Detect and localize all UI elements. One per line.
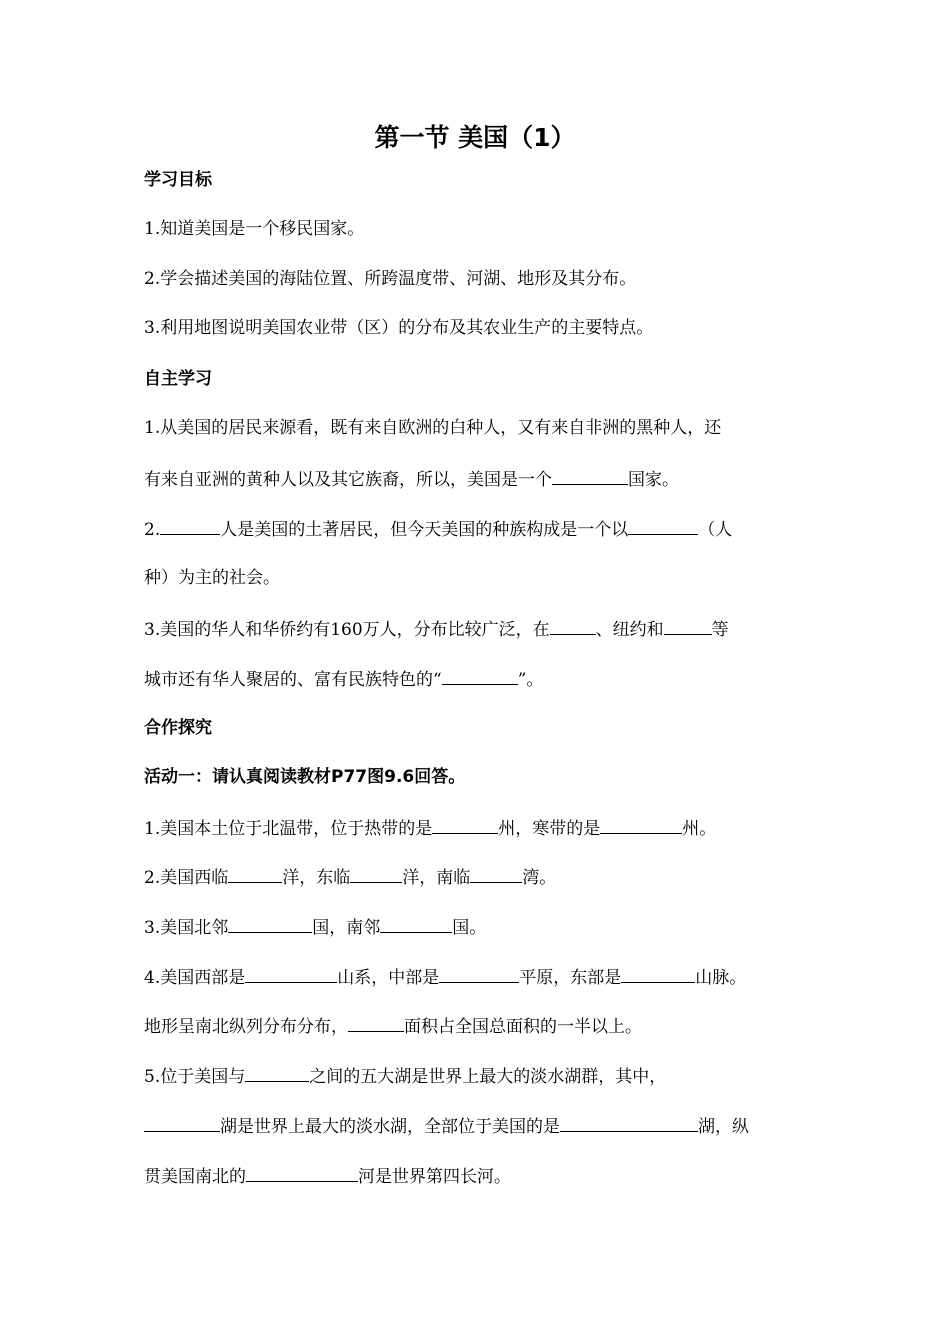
answer-blank[interactable]	[144, 1113, 220, 1132]
coop-q5-line2	[144, 1113, 808, 1139]
coop-q5-line1	[144, 1063, 808, 1089]
answer-blank[interactable]	[348, 1013, 404, 1032]
coop-q5-line3	[144, 1163, 808, 1189]
page-title: 第一节 美国（1）	[374, 123, 576, 152]
text: 1.美国本土位于北温带，位于热带的是	[144, 819, 433, 839]
text: 人是美国的土著居民，但今天美国的种族构成是一个以	[220, 520, 629, 540]
coop-q4-line1	[144, 964, 808, 990]
text: 面积占全国总面积的一半以上。	[404, 1017, 642, 1037]
text: 5.位于美国与	[144, 1067, 246, 1087]
text: 有来自亚洲的黄种人以及其它族裔，所以，美国是一个	[144, 470, 552, 490]
text: 国。	[452, 918, 487, 938]
heading-cooperative-inquiry: 合作探究	[144, 718, 212, 738]
text: 3.美国的华人和华侨约有160万人，分布比较广泛，在	[144, 620, 550, 640]
goal-item-2: 2.学会描述美国的海陆位置、所跨温度带、河湖、地形及其分布。	[144, 269, 637, 289]
answer-blank[interactable]	[439, 964, 519, 983]
text: 之间的五大湖是世界上最大的淡水湖群，其中，	[309, 1067, 667, 1087]
text: 州，寒带的是	[498, 819, 601, 839]
answer-blank[interactable]	[245, 964, 337, 983]
answer-blank[interactable]	[160, 516, 220, 535]
self-study-q2-line1	[144, 516, 808, 542]
text: 湖，纵	[698, 1117, 749, 1137]
heading-self-study: 自主学习	[144, 369, 212, 389]
coop-q3	[144, 914, 808, 940]
text: 国，南邻	[312, 918, 381, 938]
self-study-q1-line1: 1.从美国的居民来源看，既有来自欧洲的白种人，又有来自非洲的黑种人，还	[144, 418, 722, 438]
text: 贯美国南北的	[144, 1167, 246, 1187]
text: 山脉。	[695, 968, 747, 988]
answer-blank[interactable]	[228, 914, 312, 933]
text: 、纽约和	[595, 620, 664, 640]
answer-blank[interactable]	[664, 616, 712, 635]
answer-blank[interactable]	[560, 1113, 698, 1132]
self-study-q3-line2	[144, 666, 808, 692]
coop-q4-line2	[144, 1013, 808, 1039]
text: 湾。	[522, 868, 557, 888]
text: 河是世界第四长河。	[358, 1167, 511, 1187]
text: 州。	[682, 819, 717, 839]
answer-blank[interactable]	[350, 864, 402, 883]
answer-blank[interactable]	[621, 964, 695, 983]
goal-item-3: 3.利用地图说明美国农业带（区）的分布及其农业生产的主要特点。	[144, 318, 654, 338]
text: 平原，东部是	[519, 968, 622, 988]
answer-blank[interactable]	[552, 466, 628, 485]
activity-one-title: 活动一：请认真阅读教材P77图9.6回答。	[144, 767, 466, 787]
text: （人	[698, 520, 733, 540]
text: 2.	[144, 520, 161, 540]
text: 湖是世界上最大的淡水湖，全部位于美国的是	[220, 1117, 560, 1137]
text: 洋，南临	[402, 868, 471, 888]
text: 山系，中部是	[337, 968, 440, 988]
coop-q1	[144, 815, 808, 841]
answer-blank[interactable]	[628, 516, 698, 535]
text: 地形呈南北纵列分布分布，	[144, 1017, 348, 1037]
answer-blank[interactable]	[470, 864, 522, 883]
coop-q2	[144, 864, 808, 890]
text: 城市还有华人聚居的、富有民族特色的“	[144, 670, 442, 690]
answer-blank[interactable]	[432, 815, 498, 834]
text: 2.美国西临	[144, 868, 229, 888]
answer-blank[interactable]	[442, 666, 518, 685]
self-study-q3-line1	[144, 616, 808, 642]
answer-blank[interactable]	[600, 815, 682, 834]
answer-blank[interactable]	[246, 1163, 358, 1182]
answer-blank[interactable]	[550, 616, 596, 635]
text: 国家。	[628, 470, 679, 490]
answer-blank[interactable]	[245, 1063, 309, 1082]
text: 4.美国西部是	[144, 968, 246, 988]
heading-learning-goals: 学习目标	[144, 170, 212, 190]
self-study-q1-line2	[144, 466, 808, 492]
goal-item-1: 1.知道美国是一个移民国家。	[144, 219, 365, 239]
text: 等	[711, 620, 729, 640]
text: ”。	[517, 670, 544, 690]
text: 洋，东临	[282, 868, 351, 888]
text: 3.美国北邻	[144, 918, 229, 938]
answer-blank[interactable]	[380, 914, 452, 933]
self-study-q2-line2: 种）为主的社会。	[144, 568, 280, 588]
answer-blank[interactable]	[228, 864, 282, 883]
